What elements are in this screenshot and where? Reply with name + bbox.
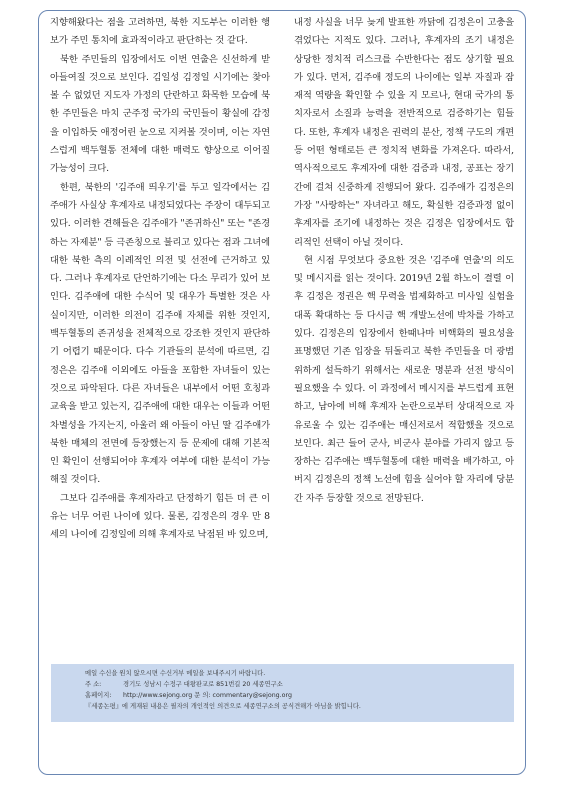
paragraph: 한편, 북한의 '김주애 띄우기'를 두고 일각에서는 김주애가 사실상 후계자로 내정되었다는 주장이 대두되고 있다. 이러한 견해들은 김주애가 "존귀하신" 또는 "존경하는 자제분" 등 극존칭으로 불리고 있다는 점과 그녀에 대한 북한 측의 이례적인 의전 및 선전에 근거하고 있다. 그러나 후계자로 단언하기에는 다소 무리가 있어 보인다. 김주애에 대한 수식어 및 대우가 특별한 것은 사실이지만, 이러한 의전이 김주애 자체를 위한 것인지, 백두혈통의 존귀성을 전체적으로 강조한 것인지 판단하기 어렵기 때문이다. 다수 기관들의 분석에 따르면, 김정은은 김주애 이외에도 아들을 포함한 자녀들이 있는 것으로 파악된다. 다른 자녀들은 내부에서 어떤 호칭과 교육을 받고 있는지, 김주애에 대한 대우는 이들과 어떤 차별성을 가지는지, 아울러 왜 아들이 아닌 딸 김주애가 북한 매체의 전면에 등장했는지 등 문제에 대해 기본적인 확인이 선행되어야 후계자 여부에 대한 분석이 가능해질 것이다. [50,181,270,486]
address-text: 경기도 성남시 수정구 대왕판교로 851번길 20 세종연구소 [123,681,283,688]
paragraph: 그보다 김주애를 후계자라고 단정하기 힘든 더 큰 이유는 너무 어린 나이에 있다. 물론, 김정은의 경우 만 8세의 나이에 김정일에 의해 후계자로 낙점된 바 있으며, [50,492,270,541]
homepage-line [85,690,506,701]
address-line [85,679,506,690]
disclaimer: 『세종논평』에 게재된 내용은 필자의 개인적인 의견으로 세종연구소의 공식견해가 아님을 밝힙니다. [85,703,361,710]
paragraph: 현 시점 무엇보다 중요한 것은 '김주애 연출'의 의도 및 메시지를 읽는 것이다. 2019년 2월 하노이 결렬 이후 김정은 정권은 핵 무력을 법제화하고 미사일 실험을 대폭 확대하는 등 다시금 핵 개발노선에 박차를 가하고 있다. 김정은의 입장에서 한때나마 비핵화의 필요성을 표명했던 기존 입장을 뒤돌리고 북한 주민들을 더 광범위하게 설득하기 위해서는 새로운 명분과 선전 방식이 필요했을 수 있다. 이 과정에서 메시지를 부드럽게 표현하고, 남아에 비해 후계자 논란으로부터 상대적으로 자유로울 수 있는 김주애는 매신저로서 적합했을 것으로 보인다. 최근 들어 군사, 비군사 분야를 가리지 않고 등장하는 김주애는 백두혈통에 대한 매력을 배가하고, 아버지 김정은의 정책 노선에 힘을 실어야 할 자리에 당분간 자주 등장할 것으로 전망된다. [294,254,514,504]
footer-info-box [51,664,514,722]
left-column [50,14,270,654]
article-body [50,14,514,654]
paragraph: 북한 주민들의 입장에서도 이번 연출은 신선하게 받아들여질 것으로 보인다. 김일성 김정일 시기에는 찾아볼 수 없었던 지도자 가정의 단란하고 화목한 모습에 북한 주민들은 마치 군주정 국가의 국민들이 황실에 감정을 이입하듯 애정어린 눈으로 지켜볼 것이며, 이는 자연스럽게 백두혈통 전체에 대한 매력도 향상으로 이어질 가능성이 크다. [50,53,270,175]
address-label: 주 소: [85,681,102,688]
homepage-label: 홈페이지: [85,692,112,699]
unsubscribe-notice: 메일 수신을 원치 않으시면 수신거부 메일을 보내주시기 바랍니다. [85,670,266,677]
right-column [294,14,514,654]
paragraph: 내정 사실을 너무 늦게 발표한 까닭에 김정은이 고충을 겪었다는 지적도 있다. 그러나, 후계자의 조기 내정은 상당한 정치적 리스크를 수반한다는 점도 상기할 필요가 있다. 먼저, 김주애 정도의 나이에는 일부 자질과 잠재적 역량을 확인할 수 있을 지 모르나, 현대 국가의 통치자로서 소질과 능력을 전반적으로 검증하기는 힘들다. 또한, 후계자 내정은 권력의 분산, 정책 구도의 개편 등 어떤 형태로든 큰 정치적 변화를 가져온다. 따라서, 역사적으로도 후계자에 대한 검증과 내정, 공표는 장기간에 걸쳐 신중하게 진행되어 왔다. 김주애가 김정은의 가장 "사랑하는" 자녀라고 해도, 확실한 검증과정 없이 후계자를 조기에 내정하는 것은 김정은 입장에서도 합리적인 선택이 아닐 것이다. [294,17,514,248]
paragraph: 지향해왔다는 점을 고려하면, 북한 지도부는 이러한 행보가 주민 통치에 효과적이라고 판단하는 것 같다. [50,17,270,47]
homepage-link[interactable]: http://www.sejong.org 문 의: commentary@sejong.org [123,692,293,699]
